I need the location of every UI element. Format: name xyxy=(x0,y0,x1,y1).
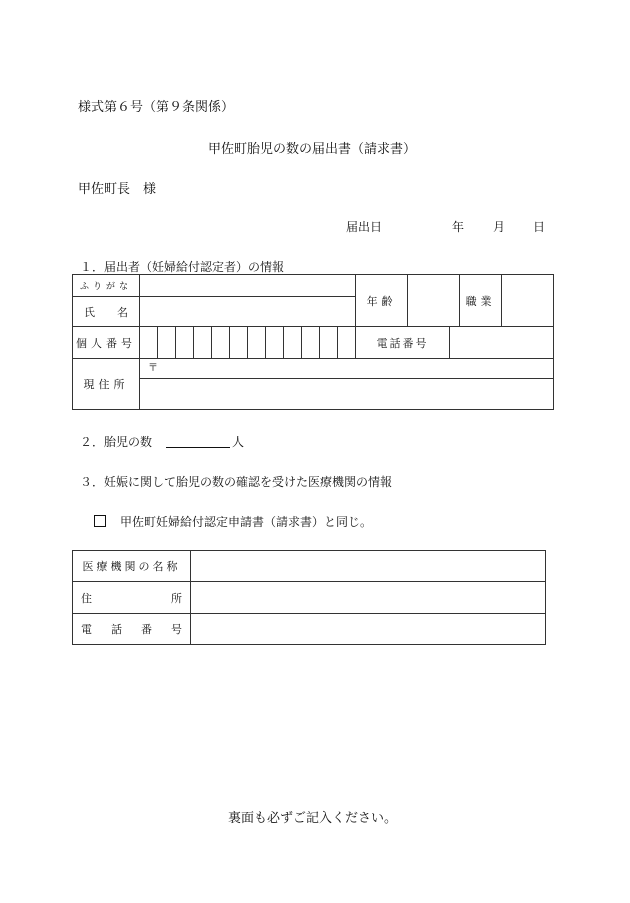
age-field[interactable] xyxy=(408,275,460,327)
individual-number-digit-6[interactable] xyxy=(230,327,248,359)
postal-code-field[interactable]: 〒 xyxy=(140,359,554,379)
institution-name-label: 医療機関の名称 xyxy=(73,551,191,582)
medical-institution-table xyxy=(72,550,546,645)
individual-number-digit-11[interactable] xyxy=(320,327,338,359)
individual-number-digit-4[interactable] xyxy=(194,327,212,359)
individual-number-label: 個人番号 xyxy=(73,327,140,359)
individual-number-digit-10[interactable] xyxy=(302,327,320,359)
form-title: 甲佐町胎児の数の届出書（請求書） xyxy=(208,142,417,157)
date-month-label: 月 xyxy=(493,220,506,234)
footer-note: 裏面も必ずご記入ください。 xyxy=(228,811,398,826)
individual-number-digit-9[interactable] xyxy=(284,327,302,359)
name-label: 氏 名 xyxy=(73,297,140,327)
occupation-field[interactable] xyxy=(502,275,554,327)
fetus-count-field[interactable] xyxy=(166,435,230,448)
institution-name-field[interactable] xyxy=(191,551,546,582)
institution-phone-field[interactable] xyxy=(191,614,546,645)
same-as-application-option xyxy=(94,513,372,530)
applicant-info-table xyxy=(72,274,554,410)
individual-number-digit-3[interactable] xyxy=(176,327,194,359)
fetus-count-unit: 人 xyxy=(232,435,245,449)
same-as-application-checkbox[interactable] xyxy=(94,515,106,527)
individual-number-digit-7[interactable] xyxy=(248,327,266,359)
institution-address-label: 住 所 xyxy=(73,582,191,614)
phone-field[interactable] xyxy=(450,327,554,359)
individual-number-digit-5[interactable] xyxy=(212,327,230,359)
individual-number-digit-8[interactable] xyxy=(266,327,284,359)
section2-heading: ２．胎児の数 xyxy=(80,435,153,449)
date-year-label: 年 xyxy=(452,220,465,234)
furigana-field[interactable] xyxy=(140,275,356,297)
section2-line xyxy=(80,433,244,450)
furigana-label: ふりがな xyxy=(73,275,140,297)
section3-heading: ３．妊娠に関して胎児の数の確認を受けた医療機関の情報 xyxy=(80,475,393,489)
address-label: 現住所 xyxy=(73,359,140,410)
institution-address-field[interactable] xyxy=(191,582,546,614)
form-number: 様式第６号（第９条関係） xyxy=(78,100,235,115)
age-label: 年齢 xyxy=(356,275,408,327)
name-field[interactable] xyxy=(140,297,356,327)
date-day-label: 日 xyxy=(533,220,546,234)
section1-heading: １．届出者（妊婦給付認定者）の情報 xyxy=(80,260,285,274)
submission-date-label: 届出日 xyxy=(346,220,383,234)
address-field[interactable] xyxy=(140,379,554,410)
individual-number-digit-1[interactable] xyxy=(140,327,158,359)
occupation-label: 職業 xyxy=(460,275,502,327)
institution-phone-label: 電 話 番 号 xyxy=(73,614,191,645)
same-as-application-text: 甲佐町妊婦給付認定申請書（請求書）と同じ。 xyxy=(120,515,373,529)
individual-number-digit-2[interactable] xyxy=(158,327,176,359)
phone-label: 電話番号 xyxy=(356,327,450,359)
individual-number-digit-12[interactable] xyxy=(338,327,356,359)
addressee: 甲佐町長 様 xyxy=(78,182,157,197)
